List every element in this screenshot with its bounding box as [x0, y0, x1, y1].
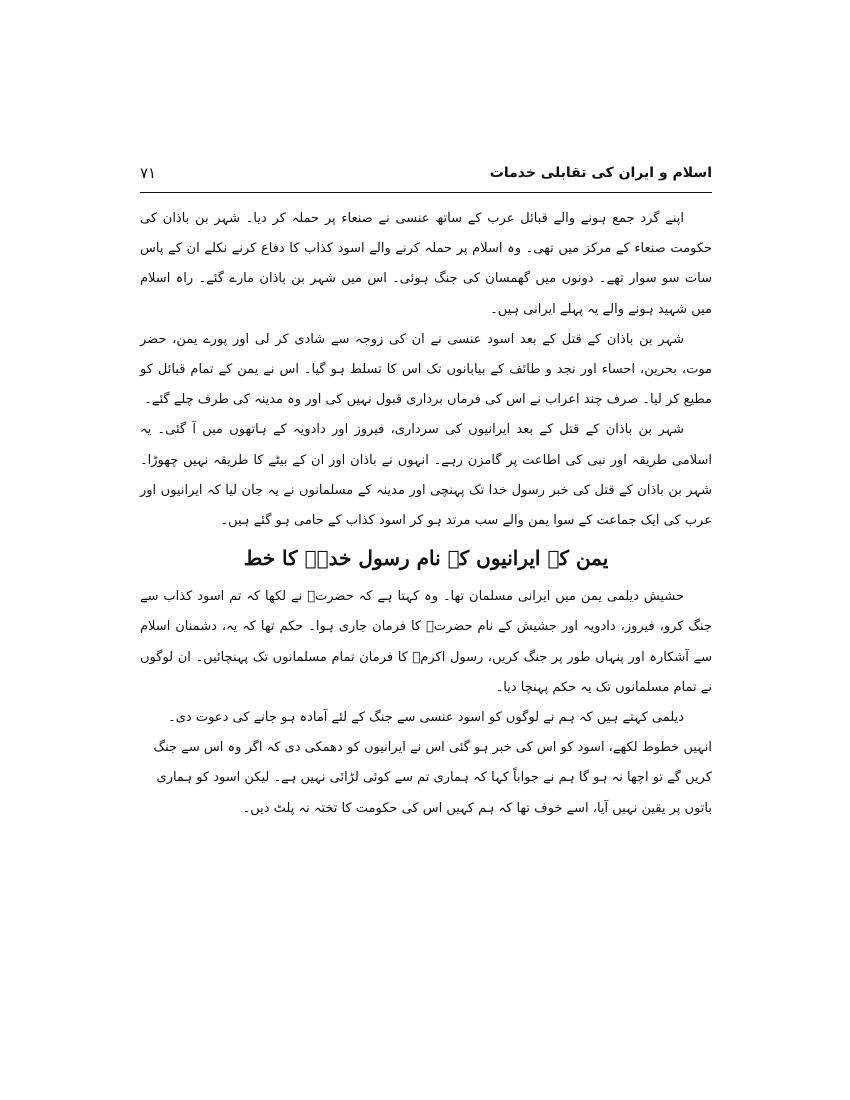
page-header [140, 158, 712, 188]
paragraph-5: دیلمی کہتے ہیں کہ ہم نے لوگوں کو اسود عنسی سے جنگ کے لئے آمادہ ہو جانے کی دعوت دی۔ انہیں خطوط لکھے، اسود کو اس کی خبر ہو گئی اس نے ایرانیوں کو دھمکی دی کہ اگر وہ اس سے جنگ کریں گے تو اچھا نہ ہو گا ہم نے جواباً کہا کہ ہماری تم سے کوئی لڑائی نہیں ہے۔ لیکن اسود کو ہماری باتوں پر یقین نہیں آیا، اسے خوف تھا کہ ہم کہیں اس کی حکومت کا تختہ نہ پلٹ دیں۔ [153, 710, 712, 816]
paragraph-2: شہر بن باذان کے قتل کے بعد اسود عنسی نے ان کی زوجہ سے شادی کر لی اور پورے یمن، حضر موت، بحرین، احساء اور نجد و طائف کے بیابانوں تک اس کا تسلط ہو گیا۔ اس نے یمن کے تمام قبائل کو مطیع کر لیا۔ صرف چند اعراب نے اس کی فرماں برداری قبول نہیں کی اور وہ مدینہ کی طرف چلے گئے۔ [140, 331, 712, 408]
page-body [140, 204, 712, 824]
section-heading: یمن کے ایرانیوں کے نام رسول خداؐ کا خط [243, 546, 609, 571]
running-title: اسلام و ایران کی تقابلی خدمات [489, 165, 712, 181]
header-rule [140, 192, 712, 193]
paragraph-1: اپنے گرد جمع ہونے والے قبائل عرب کے ساتھ عنسی نے صنعاء پر حملہ کر دیا۔ شہر بن باذان کی حکومت صنعاء کے مرکز میں تھی۔ وہ اسلام پر حملہ کرنے والے اسود کذاب کا دفاع کرنے نکلے ان کے پاس سات سو سوار تھے۔ دونوں میں گھمسان کی جنگ ہوئی۔ اس میں شہر بن باذان مارے گئے۔ راہ اسلام میں شہید ہونے والے یہ پہلے ایرانی ہیں۔ [140, 211, 712, 317]
page-number: ۷۱ [140, 164, 157, 182]
paragraph-3: شہر بن باذان کے قتل کے بعد ایرانیوں کی سرداری، فیروز اور دادویہ کے ہاتھوں میں آ گئی۔ یہ اسلامی طریقہ اور نبی کی اطاعت پر گامزن رہے۔ انہوں نے باذان اور ان کے بیٹے کا طریقہ نہیں چھوڑا۔ شہر بن باذان کے قتل کی خبر رسول خدا تک پہنچی اور مدینہ کے مسلمانوں نے یہ جان لیا کہ ایرانیوں اور عرب کی ایک جماعت کے سوا یمن والے سب مرتد ہو کر اسود کذاب کے حامی ہو گئے ہیں۔ [140, 422, 712, 529]
paragraph-4: حشیش دیلمی یمن میں ایرانی مسلمان تھا۔ وہ کہتا ہے کہ حضرتؐ نے لکھا کہ تم اسود کذاب سے جنگ کرو، فیروز، دادویہ اور جشیش کے نام حضرتؐ کا فرمان جاری ہوا۔ حکم تھا کہ یہ، دشمنان اسلام سے آشکارہ اور پنہاں طور پر جنگ کریں، رسول اکرمؐ کا فرمان تمام مسلمانوں تک پہنچائیں۔ ان لوگوں نے تمام مسلمانوں تک یہ حکم پہنچا دیا۔ [140, 589, 712, 695]
